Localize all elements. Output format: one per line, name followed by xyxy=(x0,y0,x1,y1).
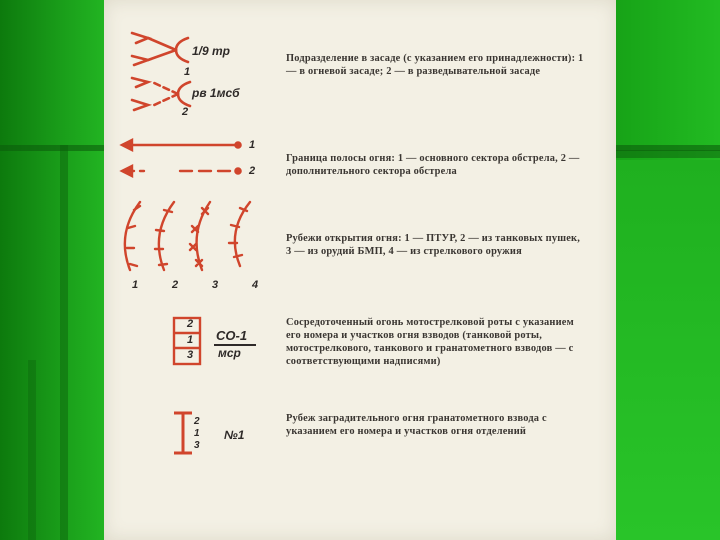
legend-text-opening-fire: Рубежи открытия огня: 1 — ПТУР, 2 — из танковых пушек, 3 — из орудий БМП, 4 — из стрелкового оружия xyxy=(286,233,580,257)
scanned-page xyxy=(104,0,616,540)
fire-sector-boundary-symbols xyxy=(118,136,248,180)
fire-sector-number-1: 1 xyxy=(187,334,194,346)
fire-sector-number-2: 2 xyxy=(187,318,194,330)
barrier-fire-symbol xyxy=(170,410,196,456)
ambush-unit-label-2: рв 1мсб xyxy=(192,86,240,100)
legend-text-concentrated-fire: Сосредоточенный огонь мотострелковой роты с указанием его номера и участков огня взводов (танковой роты, мотострелкового, танкового и гранатометного взводов — с соответствующими надписями) xyxy=(286,317,574,367)
legend-text-ambush: Подразделение в засаде (с указанием его принадлежности): 1 — в огневой засаде; 2 — в разведывательной засаде xyxy=(286,53,584,77)
fire-line-number-2: 2 xyxy=(172,279,179,291)
barrier-fire-label: №1 xyxy=(224,428,245,442)
barrier-sector-number-2: 2 xyxy=(194,416,200,427)
ambush-unit-label-1: 1/9 тр xyxy=(192,44,231,58)
slide-background-right-lower xyxy=(616,160,720,540)
slide-left-stripe xyxy=(28,360,36,540)
ambush-number-2: 2 xyxy=(182,106,189,118)
concentrated-fire-unit-label: мср xyxy=(218,346,241,360)
legend-text-fire-sector: Граница полосы огня: 1 — основного сектора обстрела, 2 — дополнительного сектора обстрела xyxy=(286,153,580,177)
concentrated-fire-label: СО-1 xyxy=(216,328,248,343)
opening-fire-lines-symbols xyxy=(112,196,272,280)
slide-right-stripe xyxy=(616,150,720,158)
slide-background-left xyxy=(0,0,104,540)
sector-number-1: 1 xyxy=(249,139,256,151)
ambush-number-1: 1 xyxy=(184,66,191,78)
sector-number-2: 2 xyxy=(249,165,256,177)
fire-line-number-1: 1 xyxy=(132,279,139,291)
fire-line-number-3: 3 xyxy=(212,279,219,291)
barrier-sector-number-1: 1 xyxy=(194,428,200,439)
legend-text-barrier-fire: Рубеж заградительного огня гранатометного взвода с указанием его номера и участков огня отделений xyxy=(286,413,547,437)
fire-sector-number-3: 3 xyxy=(187,349,194,361)
slide-vertical-stripe xyxy=(60,145,68,540)
barrier-sector-number-3: 3 xyxy=(194,440,200,451)
fire-line-number-4: 4 xyxy=(252,279,259,291)
